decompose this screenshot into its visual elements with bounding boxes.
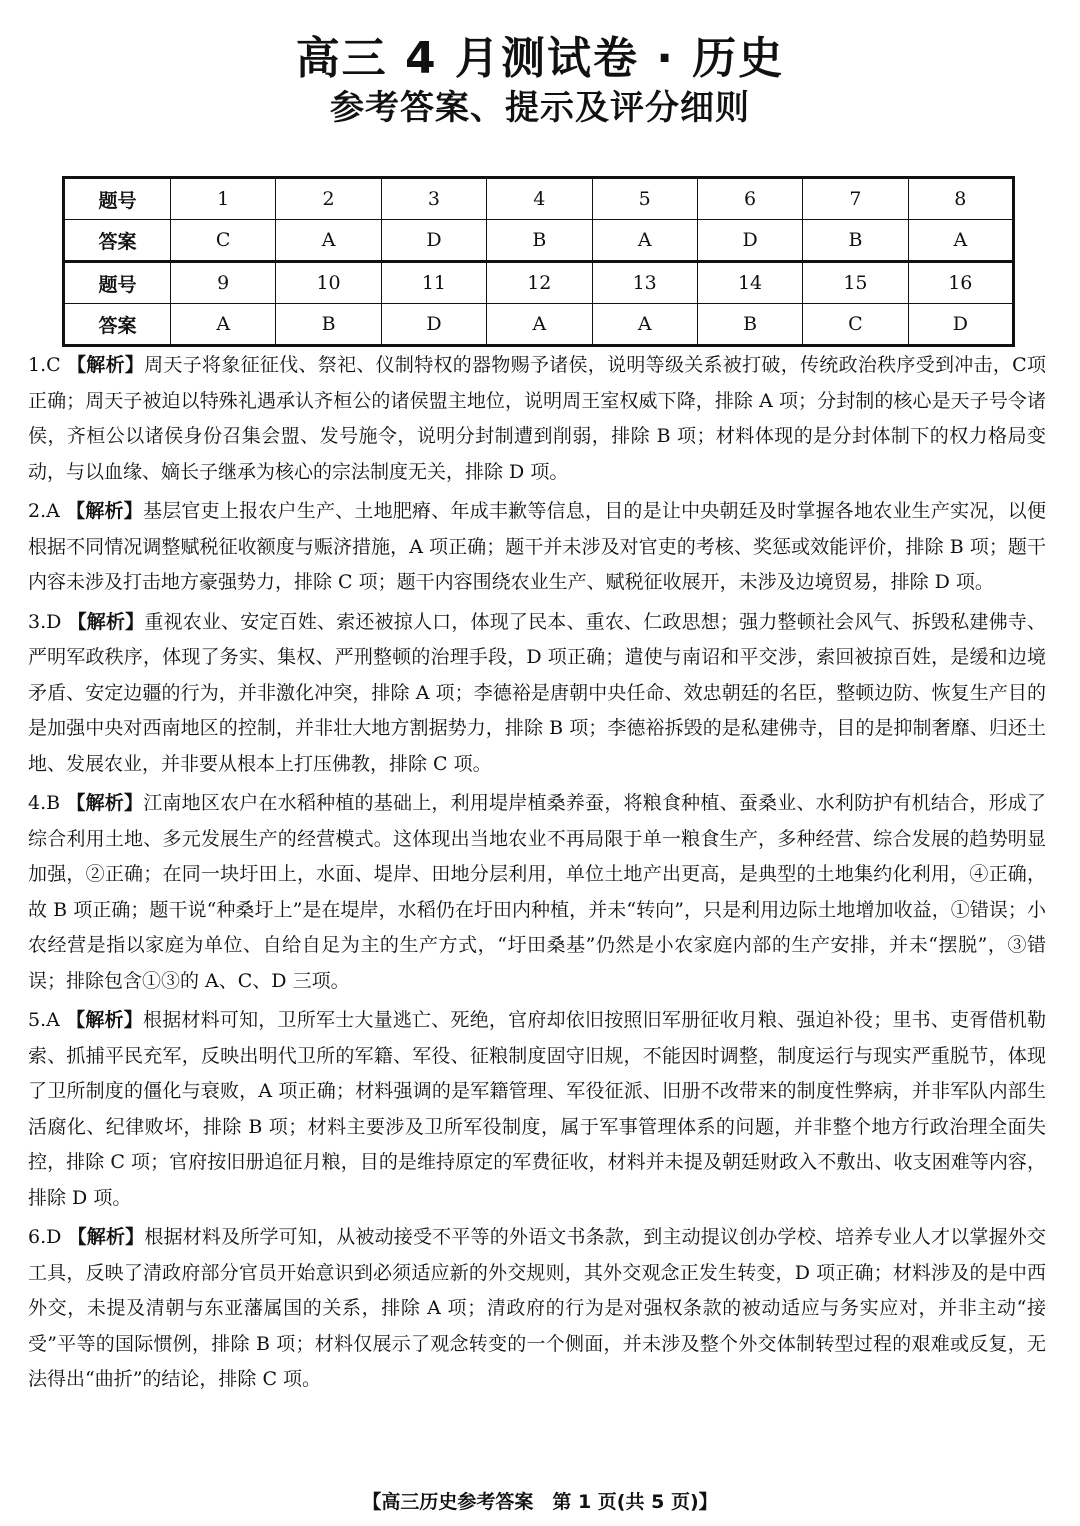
explanation-item [28, 605, 1046, 783]
question-number: 12 [487, 262, 592, 304]
answer-cell: D [381, 304, 486, 346]
answer-cell: D [697, 220, 802, 262]
question-number: 6 [697, 178, 802, 220]
question-number: 8 [908, 178, 1013, 220]
question-number: 10 [276, 262, 381, 304]
explanation-item [28, 1220, 1046, 1398]
answer-table [62, 176, 1015, 347]
answer-cell: B [697, 304, 802, 346]
explanation-number: 1.C [28, 354, 61, 376]
answer-cell: D [381, 220, 486, 262]
question-number: 7 [803, 178, 908, 220]
question-number: 9 [171, 262, 276, 304]
explanation-text: 基层官吏上报农户生产、土地肥瘠、年成丰歉等信息，目的是让中央朝廷及时掌握各地农业生产实况，以便根据不同情况调整赋税征收额度与赈济措施，A 项正确；题干并未涉及对官吏的考核、奖惩或效能评价，排除 B 项；题干内容未涉及打击地方豪强势力，排除 C 项；题干内容围绕农业生产、赋税征收展开，未涉及边境贸易，排除 D 项。 [28, 500, 1046, 593]
question-number: 2 [276, 178, 381, 220]
answer-cell: C [171, 220, 276, 262]
row-label-number: 题号 [64, 178, 171, 220]
question-number: 14 [697, 262, 802, 304]
answer-cell: A [171, 304, 276, 346]
explanation-text: 周天子将象征征伐、祭祀、仪制特权的器物赐予诸侯，说明等级关系被打破，传统政治秩序受到冲击，C项正确；周天子被迫以特殊礼遇承认齐桓公的诸侯盟主地位，说明周王室权威下降，排除 A 项；分封制的核心是天子号令诸侯，齐桓公以诸侯身份召集会盟、发号施令，说明分封制遭到削弱，排除 B 项；材料体现的是分封体制下的权力格局变动，与以血缘、嫡长子继承为核心的宗法制度无关，排除 D 项。 [28, 354, 1046, 483]
explanation-text: 重视农业、安定百姓、索还被掠人口，体现了民本、重农、仁政思想；强力整顿社会风气、拆毁私建佛寺、严明军政秩序，体现了务实、集权、严刑整顿的治理手段，D 项正确；遣使与南诏和平交涉，索回被掠百姓，是缓和边境矛盾、安定边疆的行为，并非激化冲突，排除 A 项；李德裕是唐朝中央任命、效忠朝廷的名臣，整顿边防、恢复生产目的是加强中央对西南地区的控制，并非壮大地方割据势力，排除 B 项；李德裕拆毁的是私建佛寺，目的是抑制奢靡、归还土地、发展农业，并非要从根本上打压佛教，排除 C 项。 [28, 610, 1046, 775]
explanation-text: 江南地区农户在水稻种植的基础上，利用堤岸植桑养蚕，将粮食种植、蚕桑业、水利防护有机结合，形成了综合利用土地、多元发展生产的经营模式。这体现出当地农业不再局限于单一粮食生产，多种经营、综合发展的趋势明显加强，②正确；在同一块圩田上，水面、堤岸、田地分层利用，单位土地产出更高，是典型的土地集约化利用，④正确，故 B 项正确；题干说“种桑圩上”是在堤岸，水稻仍在圩田内种植，并未“转向”，只是利用边际土地增加收益，①错误；小农经营是指以家庭为单位、自给自足为主的生产方式，“圩田桑基”仍然是小农家庭内部的生产安排，并未“摆脱”，③错误；排除包含①③的 A、C、D 三项。 [28, 792, 1046, 992]
explanation-number: 3.D [28, 610, 62, 633]
page-title: 高三 4 月测试卷 · 历史 [295, 33, 785, 84]
answer-cell: A [592, 304, 697, 346]
answer-cell: B [803, 220, 908, 262]
table-row-numbers-1 [64, 178, 1014, 220]
question-number: 15 [803, 262, 908, 304]
analysis-tag: 【解析】 [66, 792, 144, 814]
row-label-number: 题号 [64, 262, 171, 304]
table-row-answers-2 [64, 304, 1014, 346]
row-label-answer: 答案 [64, 220, 171, 262]
question-number: 13 [592, 262, 697, 304]
explanations [28, 348, 1046, 1402]
table-row-numbers-2 [64, 262, 1014, 304]
answer-cell: A [276, 220, 381, 262]
question-number: 16 [908, 262, 1013, 304]
question-number: 1 [171, 178, 276, 220]
page-subtitle: 参考答案、提示及评分细则 [330, 88, 750, 128]
explanation-number: 2.A [28, 500, 60, 522]
explanation-item [28, 786, 1046, 999]
analysis-tag: 【解析】 [67, 354, 145, 376]
explanation-item [28, 494, 1046, 601]
explanation-number: 5.A [28, 1009, 60, 1031]
answer-cell: A [592, 220, 697, 262]
answer-cell: B [276, 304, 381, 346]
question-number: 11 [381, 262, 486, 304]
table-row-answers-1 [64, 220, 1014, 262]
answer-cell: A [908, 220, 1013, 262]
answer-cell: C [803, 304, 908, 346]
question-number: 5 [592, 178, 697, 220]
explanation-text: 根据材料及所学可知，从被动接受不平等的外语文书条款，到主动提议创办学校、培养专业人才以掌握外交工具，反映了清政府部分官员开始意识到必须适应新的外交规则，其外交观念正发生转变，D 项正确；材料涉及的是中西外交，未提及清朝与东亚藩属国的关系，排除 A 项；清政府的行为是对强权条款的被动适应与务实应对，并非主动“接受”平等的国际惯例，排除 B 项；材料仅展示了观念转变的一个侧面，并未涉及整个外交体制转型过程的艰难或反复，无法得出“曲折”的结论，排除 C 项。 [28, 1226, 1046, 1390]
page-footer: 【高三历史参考答案 第 1 页(共 5 页)】 [362, 1491, 718, 1513]
analysis-tag: 【解析】 [67, 610, 145, 633]
answer-cell: B [487, 220, 592, 262]
question-number: 4 [487, 178, 592, 220]
explanation-number: 4.B [28, 792, 61, 814]
explanation-text: 根据材料可知，卫所军士大量逃亡、死绝，官府却依旧按照旧军册征收月粮、强迫补役；里书、吏胥借机勒索、抓捕平民充军，反映出明代卫所的军籍、军役、征粮制度固守旧规，不能因时调整，制度运行与现实严重脱节，体现了卫所制度的僵化与衰败，A 项正确；材料强调的是军籍管理、军役征派、旧册不改带来的制度性弊病，并非军队内部生活腐化、纪律败坏，排除 B 项；材料主要涉及卫所军役制度，属于军事管理体系的问题，并非整个地方行政治理全面失控，排除 C 项；官府按旧册追征月粮，目的是维持原定的军费征收，材料并未提及朝廷财政入不敷出、收支困难等内容，排除 D 项。 [28, 1009, 1046, 1209]
analysis-tag: 【解析】 [66, 500, 143, 522]
analysis-tag: 【解析】 [67, 1226, 145, 1248]
row-label-answer: 答案 [64, 304, 171, 346]
explanation-number: 6.D [28, 1226, 62, 1248]
question-number: 3 [381, 178, 486, 220]
explanation-item [28, 348, 1046, 490]
analysis-tag: 【解析】 [66, 1009, 143, 1031]
answer-cell: D [908, 304, 1013, 346]
answer-cell: A [487, 304, 592, 346]
explanation-item [28, 1003, 1046, 1216]
